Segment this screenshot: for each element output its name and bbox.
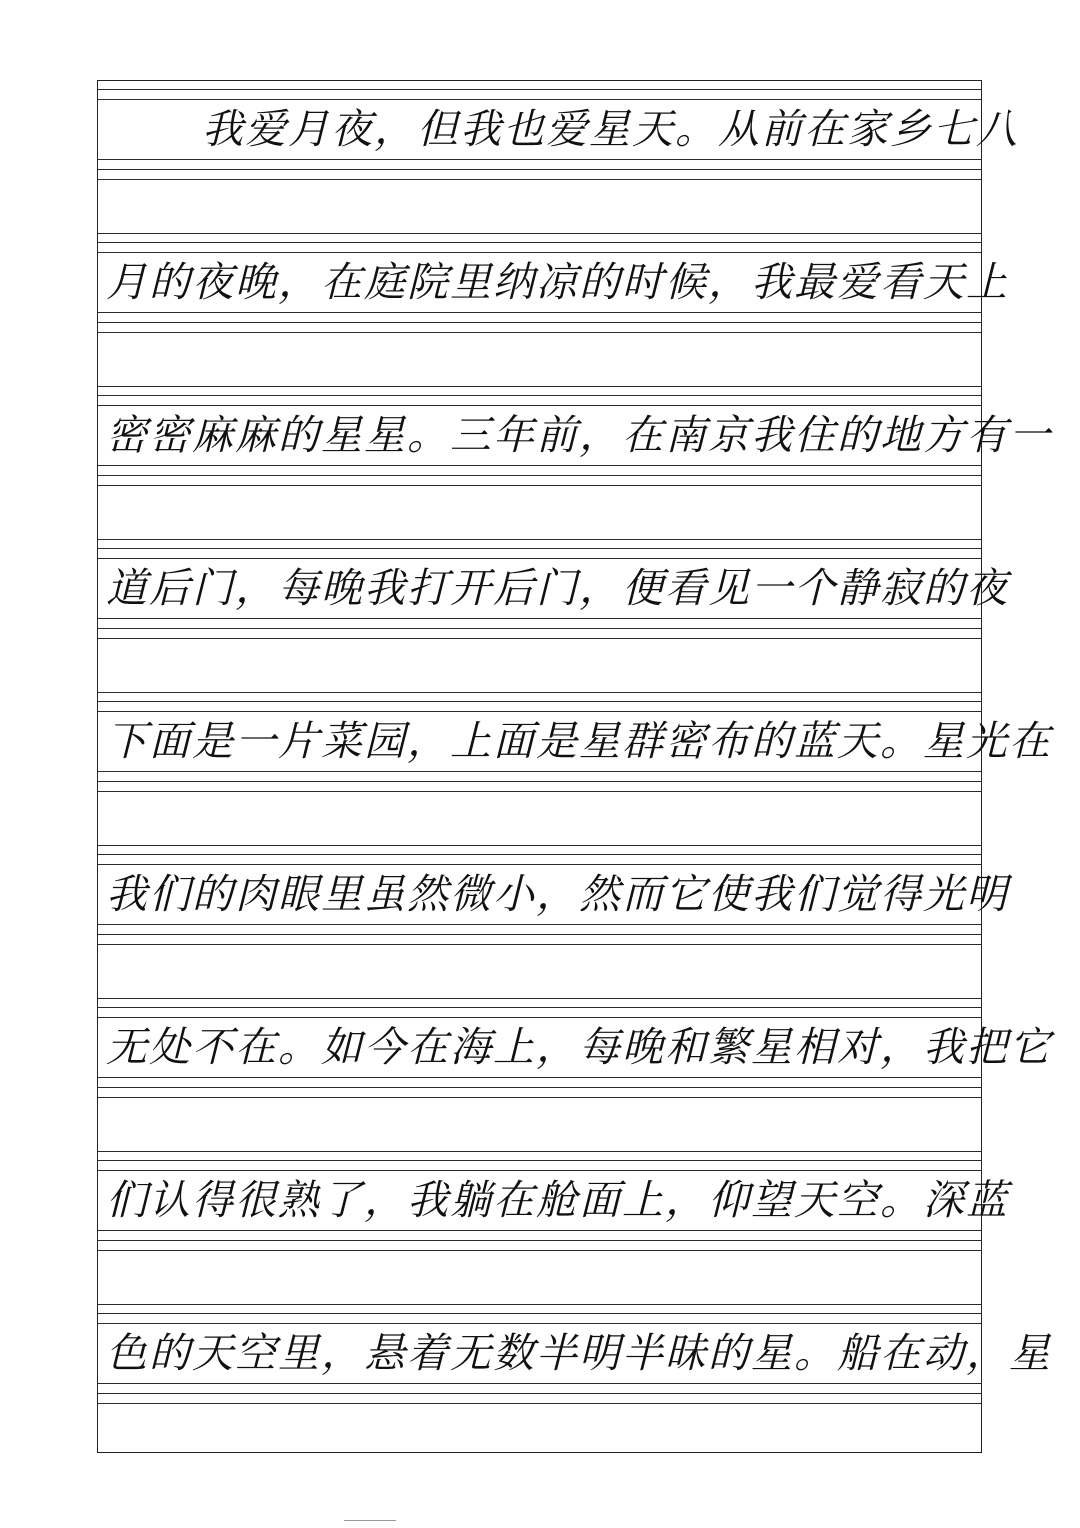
text-row-4 xyxy=(98,540,1009,693)
rule-line xyxy=(98,845,981,846)
text-row-7 xyxy=(98,999,1052,1152)
rule-line xyxy=(98,1151,981,1152)
rule-line xyxy=(98,924,981,925)
rule-line xyxy=(98,944,981,945)
rule-line xyxy=(98,1160,981,1161)
handwritten-line: 我们的肉眼里虽然微小，然而它使我们觉得光明 xyxy=(106,870,1009,918)
rule-line xyxy=(98,1304,981,1305)
rule-line xyxy=(98,548,981,549)
text-row-3 xyxy=(98,387,1052,540)
rule-line xyxy=(98,1007,981,1008)
rule-line xyxy=(98,692,981,693)
rule-line xyxy=(98,233,981,234)
rule-line xyxy=(98,1403,981,1404)
rule-line xyxy=(98,242,981,243)
handwritten-line: 我爱月夜，但我也爱星天。从前在家乡七八 xyxy=(202,105,1019,153)
bottom-page-mark xyxy=(344,1520,396,1521)
rule-line xyxy=(98,89,981,90)
rule-line xyxy=(98,485,981,486)
rule-line xyxy=(98,934,981,935)
rule-line xyxy=(98,1393,981,1394)
rule-line xyxy=(98,1077,981,1078)
rule-line xyxy=(98,1170,981,1171)
handwritten-line: 道后门，每晚我打开后门，便看见一个静寂的夜 xyxy=(106,564,1009,612)
rule-line xyxy=(98,405,981,406)
rule-line xyxy=(98,539,981,540)
handwritten-line: 们认得很熟了，我躺在舱面上，仰望天空。深蓝 xyxy=(106,1176,1009,1224)
rule-line xyxy=(98,1097,981,1098)
rule-line xyxy=(98,864,981,865)
rule-line xyxy=(98,701,981,702)
rule-line xyxy=(98,312,981,313)
rule-line xyxy=(98,781,981,782)
rule-line xyxy=(98,771,981,772)
rule-line xyxy=(98,1250,981,1251)
rule-line xyxy=(98,332,981,333)
text-row-2 xyxy=(98,234,1009,387)
rule-line xyxy=(98,998,981,999)
rule-line xyxy=(98,628,981,629)
rule-line xyxy=(98,475,981,476)
rule-line xyxy=(98,618,981,619)
rule-line xyxy=(98,791,981,792)
rule-line xyxy=(98,386,981,387)
handwritten-line: 下面是一片菜园，上面是星群密布的蓝天。星光在 xyxy=(106,717,1052,765)
handwritten-line: 色的天空里，悬着无数半明半昧的星。船在动，星 xyxy=(106,1329,1052,1377)
rule-line xyxy=(98,1383,981,1384)
rule-line xyxy=(98,1087,981,1088)
text-row-1 xyxy=(98,81,1019,234)
rule-line xyxy=(98,558,981,559)
rule-line xyxy=(98,711,981,712)
rule-line xyxy=(98,395,981,396)
handwritten-line: 无处不在。如今在海上，每晚和繁星相对，我把它 xyxy=(106,1023,1052,1071)
handwritten-line: 密密麻麻的星星。三年前，在南京我住的地方有一 xyxy=(106,411,1052,459)
text-row-5 xyxy=(98,693,1052,846)
rule-line xyxy=(98,322,981,323)
rule-line xyxy=(98,465,981,466)
handwritten-line: 月的夜晚，在庭院里纳凉的时候，我最爱看天上 xyxy=(106,258,1009,306)
rule-line xyxy=(98,1240,981,1241)
rule-line xyxy=(98,1313,981,1314)
rule-line xyxy=(98,169,981,170)
rule-line xyxy=(98,854,981,855)
text-row-6 xyxy=(98,846,1009,999)
text-row-8 xyxy=(98,1152,1009,1305)
rule-line xyxy=(98,179,981,180)
rule-line xyxy=(98,159,981,160)
rule-line xyxy=(98,1230,981,1231)
rule-line xyxy=(98,638,981,639)
rule-line xyxy=(98,252,981,253)
rule-line xyxy=(98,1017,981,1018)
rule-line xyxy=(98,1323,981,1324)
rule-line xyxy=(98,99,981,100)
text-row-9 xyxy=(98,1305,1052,1458)
lined-paper-sheet xyxy=(97,80,1052,1453)
